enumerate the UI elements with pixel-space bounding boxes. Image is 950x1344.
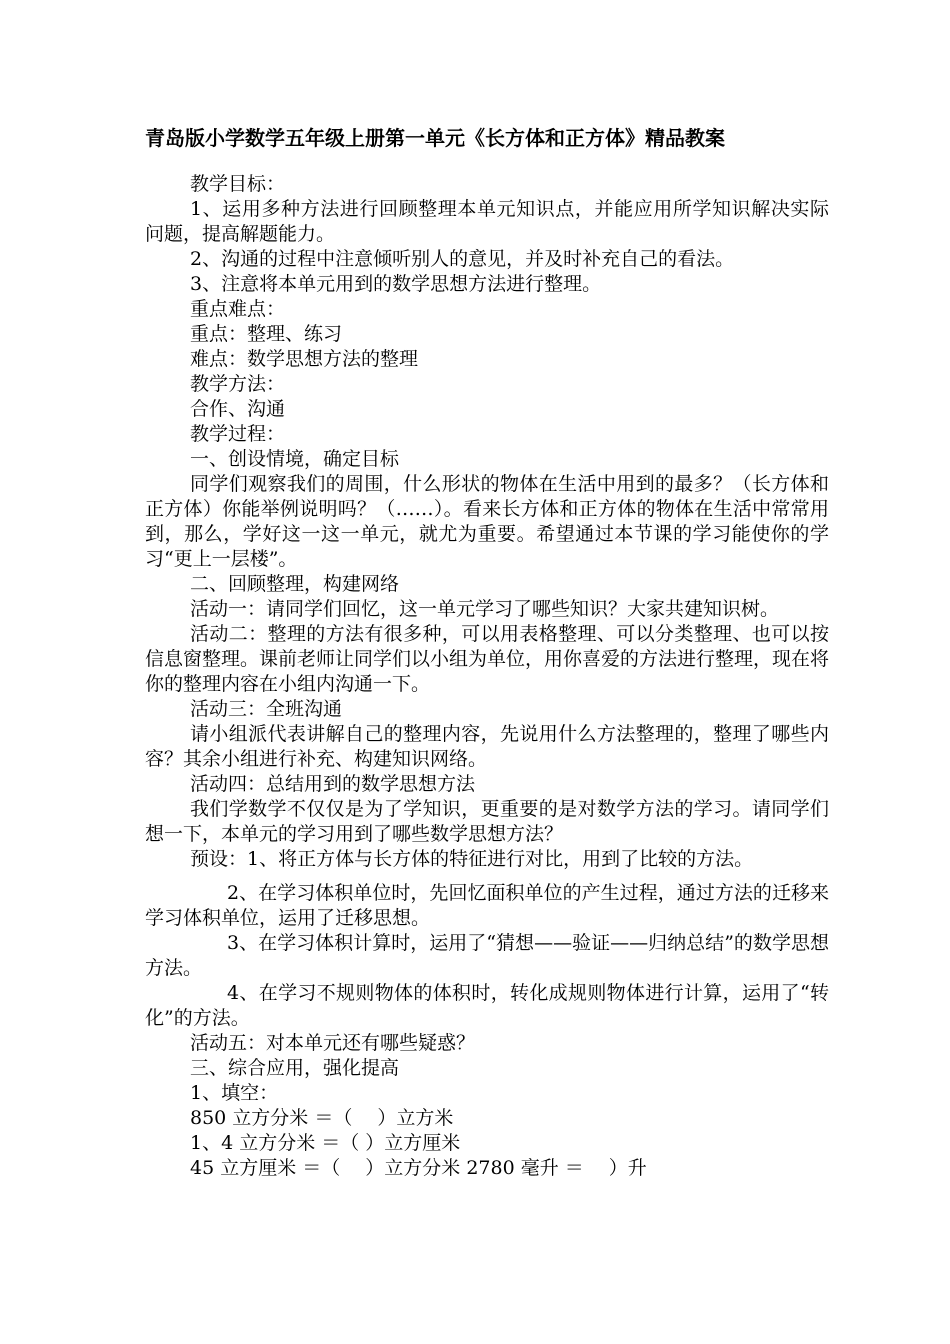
exercise-line-3: 45 立方厘米 ＝（ ）立方分米 2780 毫升 ＝ ）升 bbox=[190, 1157, 647, 1179]
section-heading-process: 教学过程： bbox=[190, 423, 286, 445]
activity-4-heading: 活动四：总结用到的数学思想方法 bbox=[190, 773, 476, 795]
document-body bbox=[145, 172, 829, 1181]
section-heading-key-points: 重点难点： bbox=[190, 298, 286, 320]
section-heading-methods: 教学方法： bbox=[190, 373, 286, 395]
difficult-point: 难点：数学思想方法的整理 bbox=[190, 348, 419, 370]
objective-2: 2、沟通的过程中注意倾听别人的意见，并及时补充自己的看法。 bbox=[190, 248, 735, 270]
objective-3: 3、注意将本单元用到的数学思想方法进行整理。 bbox=[190, 273, 602, 295]
activity-1: 活动一：请同学们回忆，这一单元学习了哪些知识？大家共建知识树。 bbox=[190, 598, 780, 620]
activity-2: 活动二：整理的方法有很多种，可以用表格整理、可以分类整理、也可以按信息窗整理。课前老师让同学们以小组为单位，用你喜爱的方法进行整理，现在将你的整理内容在小组内沟通一下。 bbox=[145, 623, 830, 695]
preset-3: 3、在学习体积计算时，运用了“猜想——验证——归纳总结”的数学思想方法。 bbox=[145, 932, 829, 979]
section-heading-objectives: 教学目标： bbox=[190, 173, 286, 195]
step-2-heading: 二、回顾整理，构建网络 bbox=[190, 573, 400, 595]
document-title: 青岛版小学数学五年级上册第一单元《长方体和正方体》精品教案 bbox=[145, 126, 725, 150]
preset-2: 2、在学习体积单位时，先回忆面积单位的产生过程，通过方法的迁移来学习体积单位，运用了迁移思想。 bbox=[145, 882, 829, 929]
key-point: 重点：整理、练习 bbox=[190, 323, 343, 345]
exercise-line-2: 1、4 立方分米 ＝（ ）立方厘米 bbox=[190, 1132, 461, 1154]
objective-1: 1、运用多种方法进行回顾整理本单元知识点，并能应用所学知识解决实际问题，提高解题能力。 bbox=[145, 198, 829, 245]
exercise-line-1: 850 立方分米 ＝（ ）立方米 bbox=[190, 1107, 454, 1129]
activity-5: 活动五：对本单元还有哪些疑惑？ bbox=[190, 1032, 476, 1054]
step-1-text: 同学们观察我们的周围，什么形状的物体在生活中用到的最多？（长方体和正方体）你能举例说明吗？（……）。看来长方体和正方体的物体在生活中常常用到，那么，学好这一这一单元，就尤为重要。希望通过本节课的学习能使你的学习“更上一层楼”。 bbox=[145, 473, 829, 570]
activity-3-text: 请小组派代表讲解自己的整理内容，先说用什么方法整理的，整理了哪些内容？其余小组进行补充、构建知识网络。 bbox=[145, 723, 829, 770]
activity-4-text: 我们学数学不仅仅是为了学知识，更重要的是对数学方法的学习。请同学们想一下，本单元的学习用到了哪些数学思想方法？ bbox=[145, 798, 829, 845]
step-1-heading: 一、创设情境，确定目标 bbox=[190, 448, 400, 470]
methods-text: 合作、沟通 bbox=[190, 398, 286, 420]
step-3-heading: 三、综合应用，强化提高 bbox=[190, 1057, 400, 1079]
exercise-heading: 1、填空： bbox=[190, 1082, 279, 1104]
activity-3-heading: 活动三：全班沟通 bbox=[190, 698, 343, 720]
preset-1: 预设：1、将正方体与长方体的特征进行对比，用到了比较的方法。 bbox=[190, 848, 754, 870]
preset-4: 4、在学习不规则物体的体积时，转化成规则物体进行计算，运用了“转化”的方法。 bbox=[145, 982, 829, 1029]
